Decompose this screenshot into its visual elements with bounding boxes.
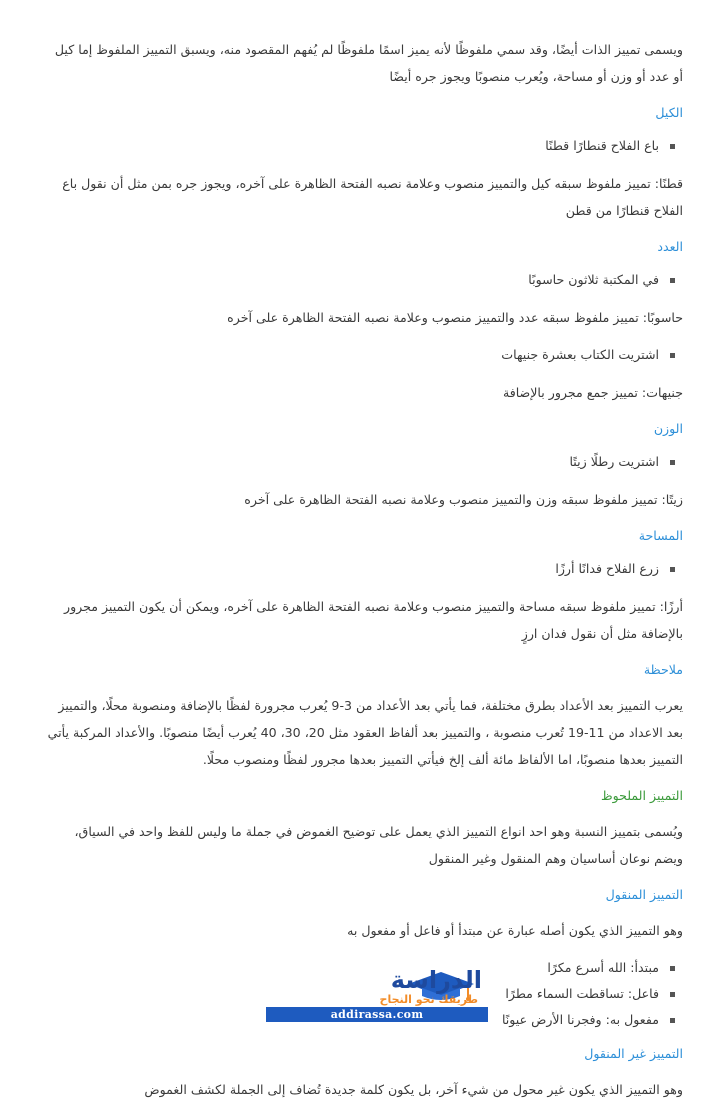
manqoul-paragraph: وهو التمييز الذي يكون أصله عبارة عن مبتدأ أو فاعل أو مفعول به — [347, 923, 683, 938]
example-kayl: باع الفلاح قنطارًا قطنًا — [44, 135, 683, 157]
heading-kayl: الكيل — [655, 105, 683, 120]
list-item: مبتدأ: الله أسرع مكرًا — [44, 957, 683, 979]
heading-manqoul: التمييز المنقول — [605, 887, 683, 902]
heading-adad: العدد — [657, 239, 683, 254]
intro-paragraph: ويسمى تمييز الذات أيضًا، وقد سمي ملفوظًا لأنه يميز اسمًا ملفوظًا لم يُفهم المقصود منه، ويسبق التمييز الملفوظ إما كيل أو عدد أو وزن أو مساحة، ويُعرب منصوبًا ويجوز جره أيضًا — [54, 42, 683, 84]
explanation-wazn: زيتًا: تمييز ملفوظ سبقه وزن والتمييز منصوب وعلامة نصبه الفتحة الظاهرة على آخره — [244, 492, 683, 507]
logo-emblem — [266, 966, 488, 1006]
explanation-adad-1: حاسوبًا: تمييز ملفوظ سبقه عدد والتمييز منصوب وعلامة نصبه الفتحة الظاهرة على آخره — [227, 310, 683, 325]
heading-malhouz: التمييز الملحوظ — [600, 788, 683, 803]
logo-title: الدراسة — [390, 966, 482, 994]
list-item: مفعول به: وفجرنا الأرض عيونًا — [44, 1009, 683, 1031]
example-wazn: اشتريت رطلًا زيتًا — [44, 451, 683, 473]
example-adad-1: في المكتبة ثلاثون حاسوبًا — [44, 269, 683, 291]
explanation-adad-2: جنيهات: تمييز جمع مجرور بالإضافة — [502, 385, 683, 400]
explanation-kayl: قطنًا: تمييز ملفوظ سبقه كيل والتمييز منصوب وعلامة نصبه الفتحة الظاهرة على آخره، ويجوز جره بمن مثل أن نقول باع الفلاح قنطارًا من قطن — [62, 176, 683, 218]
ghair-manqoul-paragraph: وهو التمييز الذي يكون غير محول من شيء آخر، بل يكون كلمة جديدة تُضاف إلى الجملة لكشف الغموض — [144, 1082, 683, 1097]
logo-tagline: طريقك نحو النجاح — [379, 993, 478, 1006]
heading-note: ملاحظة — [643, 662, 683, 677]
example-masaha: زرع الفلاح فدانًا أرزًا — [44, 558, 683, 580]
malhouz-paragraph: ويُسمى بتمييز النسبة وهو احد انواع التمييز الذي يعمل على توضيح الغموض في جملة ما وليس للفظ واحد في السياق، ويضم نوعان أساسيان وهم المنقول وغير المنقول — [74, 824, 683, 866]
example-adad-2: اشتريت الكتاب بعشرة جنيهات — [44, 344, 683, 366]
heading-ghair-manqoul: التمييز غير المنقول — [584, 1046, 683, 1061]
heading-wazn: الوزن — [653, 421, 683, 436]
list-item: فاعل: تساقطت السماء مطرًا — [44, 983, 683, 1005]
logo-url: addirassa.com — [266, 1007, 488, 1022]
note-paragraph: يعرب التمييز بعد الأعداد بطرق مختلفة، فما يأتي بعد الأعداد من 3-9 يُعرب مجرورة لفظًا بالإضافة ومنصوبة محلًا، والتمييز بعد الاعداد من 11-19 تُعرب منصوبة ، والتمييز بعد ألفاظ العقود مثل 20، 30، 40 يُعرب أيضًا منصوبًا. والأعداد المركبة يأتي التمييز بعدها منصوبًا، اما الألفاظ مائة ألف إلخ فيأتي التمييز بعدها مجرور لفظًا ومنصوب محلًا. — [47, 698, 683, 767]
explanation-masaha: أرزًا: تمييز ملفوظ سبقه مساحة والتمييز منصوب وعلامة نصبه الفتحة الظاهرة على آخره، ويمكن أن يكون التمييز مجرور بالإضافة مثل أن نقول فدان ارزٍ — [63, 599, 683, 641]
site-logo — [266, 966, 488, 1022]
heading-masaha: المساحة — [638, 528, 683, 543]
